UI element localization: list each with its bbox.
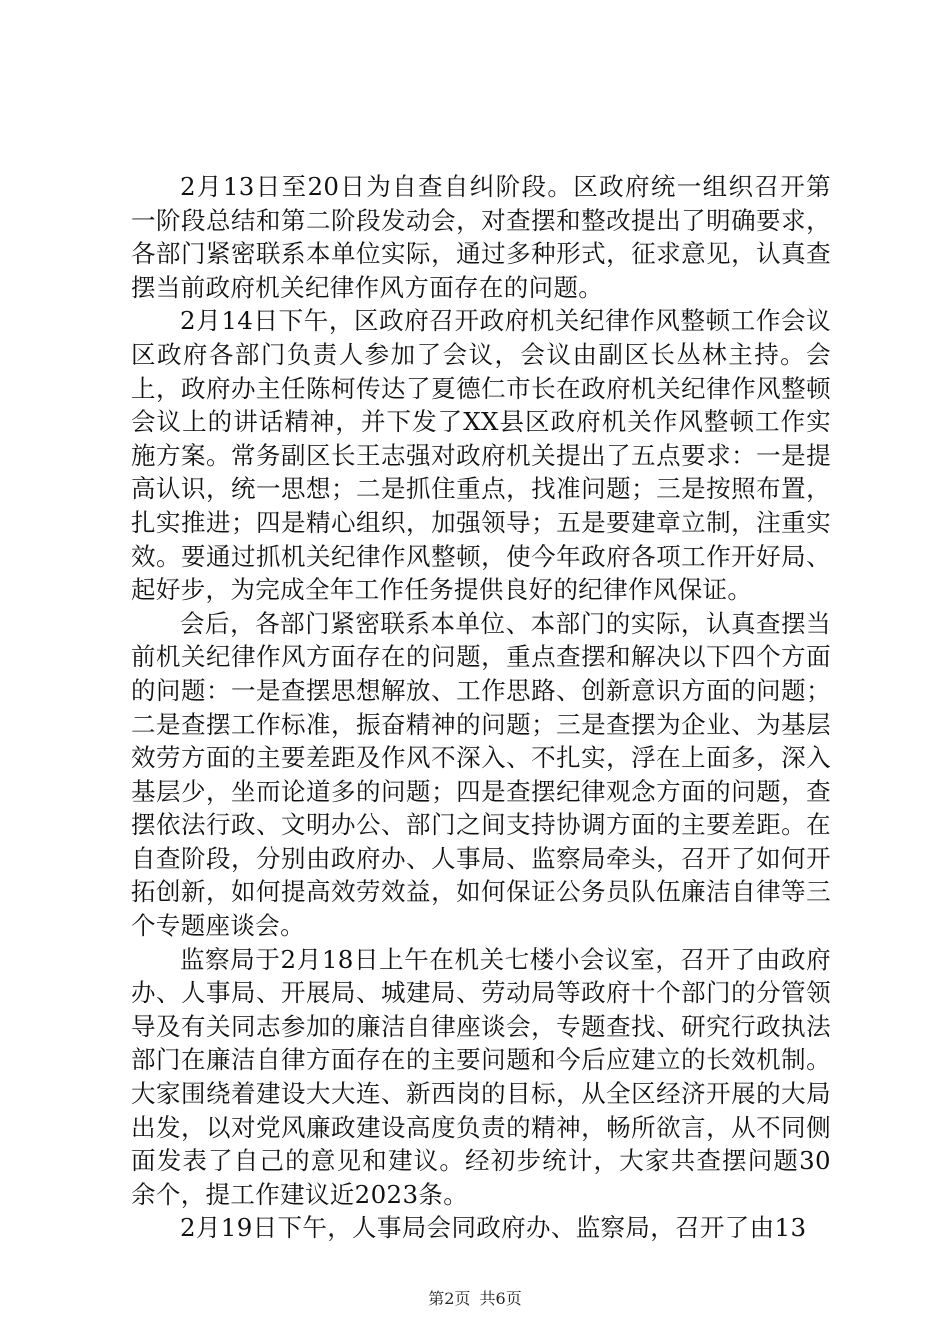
paragraph-after-meeting: 会后，各部门紧密联系本单位、本部门的实际，认真查摆当前机关纪律作风方面存在的问题，重点查摆和解决以下四个方面的问题：一是查摆思想解放、工作思路、创新意识方面的问题；二是查摆工作标准，振奋精神的问题；三是查摆为企业、为基层效劳方面的主要差距及作风不深入、不扎实，浮在上面多，深入基层少，坐而论道多的问题；四是查摆纪律观念方面的问题，查摆依法行政、文明办公、部门之间支持协调方面的主要差距。在自查阶段，分别由政府办、人事局、监察局牵头，召开了如何开拓创新，如何提高效劳效益，如何保证公务员队伍廉洁自律等三个专题座谈会。 [131,608,831,941]
paragraph-feb14-meeting: 2月14日下午，区政府召开政府机关纪律作风整顿工作会议区政府各部门负责人参加了会议，会议由副区长丛林主持。会上，政府办主任陈柯传达了夏德仁市长在政府机关纪律作风整顿会议上的讲话精神，并下发了XX县区政府机关作风整顿工作实施方案。常务副区长王志强对政府机关提出了五点要求：一是提高认识，统一思想；二是抓住重点，找准问题；三是按照布置，扎实推进；四是精心组织，加强领导；五是要建章立制，注重实效。要通过抓机关纪律作风整顿，使今年政府各项工作开好局、起好步，为完成全年工作任务提供良好的纪律作风保证。 [131,306,831,605]
document-body [131,170,831,1245]
paragraph-supervision-bureau-forum: 监察局于2月18日上午在机关七楼小会议室，召开了由政府办、人事局、开展局、城建局、劳动局等政府十个部门的分管领导及有关同志参加的廉洁自律座谈会，专题查找、研究行政执法部门在廉洁自律方面存在的主要问题和今后应建立的长效机制。大家围绕着建设大大连、新西岗的目标，从全区经济开展的大局出发，以对党风廉政建设高度负责的精神，畅所欲言，从不同侧面发表了自己的意见和建议。经初步统计，大家共查摆问题30余个，提工作建议近2023条。 [131,944,831,1209]
page-total: 共6页 [479,1289,522,1308]
paragraph-feb19-meeting: 2月19日下午，人事局会同政府办、监察局，召开了由13 [180,1213,807,1243]
page-footer [0,1289,950,1309]
page-number: 第2页 [428,1289,471,1308]
paragraph-self-inspection-stage: 2月13日至20日为自查自纠阶段。区政府统一组织召开第一阶段总结和第二阶段发动会，对查摆和整改提出了明确要求，各部门紧密联系本单位实际，通过多种形式，征求意见，认真查摆当前政府机关纪律作风方面存在的问题。 [131,172,831,302]
